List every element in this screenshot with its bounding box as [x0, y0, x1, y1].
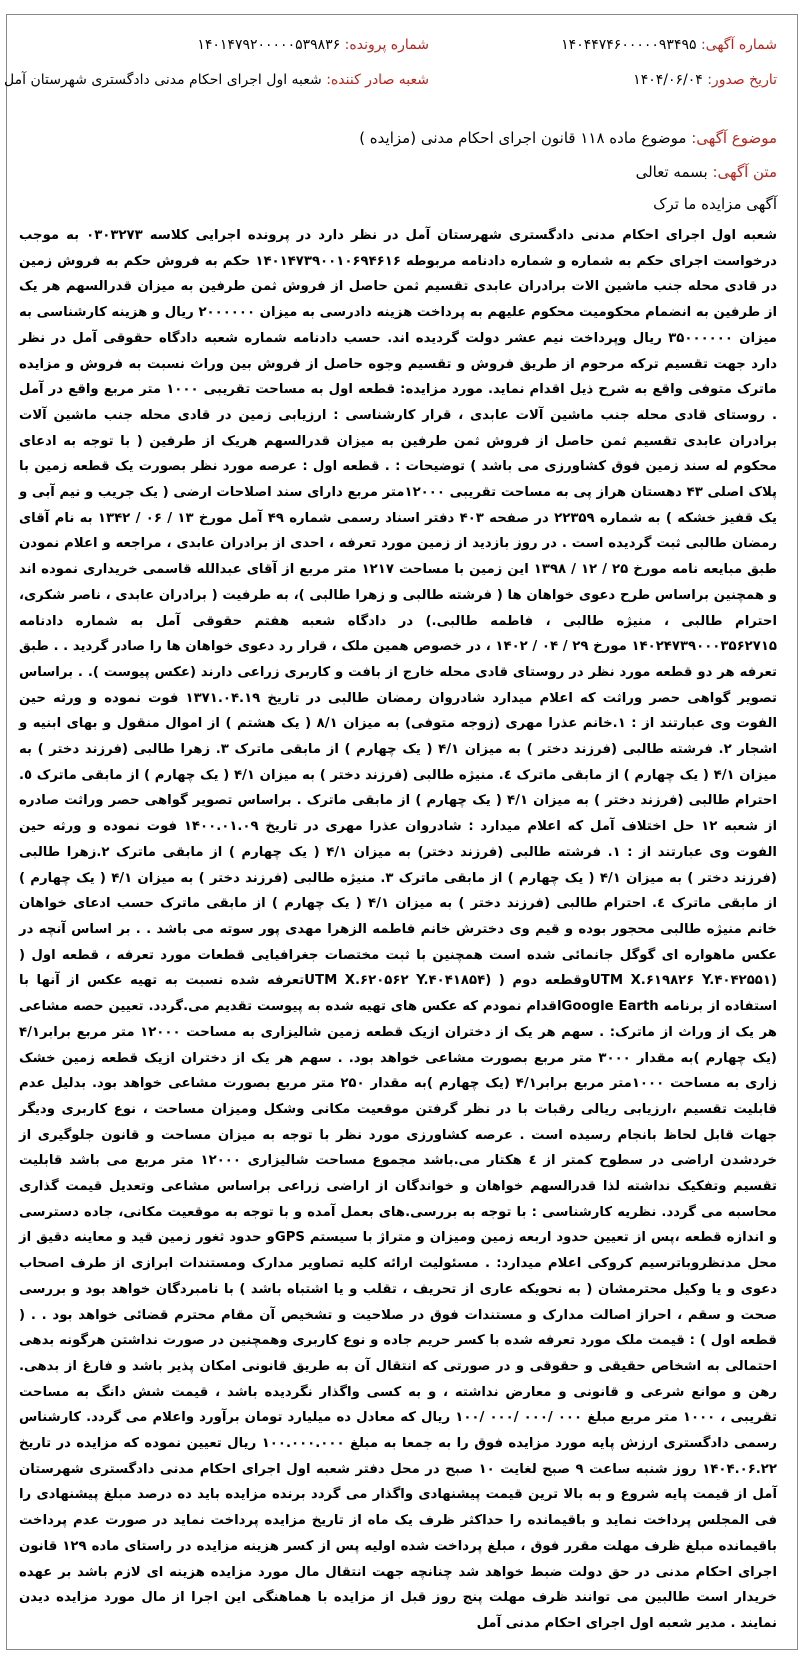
notice-number-value: ۱۴۰۴۴۷۴۶۰۰۰۰۰۹۳۴۹۵ [561, 37, 697, 53]
case-number-label: شماره پرونده: [344, 37, 429, 53]
notice-body-text: شعبه اول اجرای احکام مدنی دادگستری شهرستان آمل در نظر دارد در پرونده اجرایی کلاسه ۰۳۰۳۲۷۳ به موجب درخواست اجرای حکم به شماره و شماره دادنامه مربوطه ۱۴۰۱۴۷۳۹۰۰۱۰۶۹۴۶۱۶ حکم به فروش حکم به فروش زمین در قادی محله جنب ماشین الات برادران عابدی تقسیم ثمن حاصل از فروش ثمن طرفین به میزان قدرالسهم هر یک از طرفین به انضمام محکومیت محکوم علیهم به پرداخت هزینه دادرسی به میزان ۲۰۰۰۰۰۰ ریال و هزینه کارشناسی به میزان ۳۵۰۰۰۰۰۰ ریال وپرداخت نیم عشر دولت گردیده اند. حسب دادنامه شماره شعبه دادگاه حقوقی آمل در نظر دارد جهت تقسیم ترکه مرحوم از طریق فروش و تقسیم وجوه حاصل از فروش بین وراث نسبت به فروش و مزایده ماترک متوفی واقع به شرح ذیل اقدام نماید. مورد مزایده: قطعه اول به مساحت تقریبی ۱۰۰۰ متر مربع واقع در آمل . روستای قادی محله جنب ماشین آلات عابدی ، قرار کارشناسی : ارزیابی زمین در قادی محله جنب ماشین آلات برادران عابدی تقسیم ثمن حاصل از فروش ثمن طرفین به میزان قدرالسهم هریک از طرفین ( با توجه به ادعای محکوم له سند زمین فوق کشاورزی می باشد ) توضیحات : . قطعه اول : عرصه مورد نظر بصورت یک قطعه زمین با پلاک اصلی ۴۳ دهستان هراز پی به مساحت تقریبی ۱۲۰۰۰متر مربع دارای سند اصلاحات ارضی ( یک جریب و نیم آبی و یک قفیز خشکه ) به شماره ۲۲۳۵۹ در صفحه ۴۰۳ دفتر اسناد رسمی شماره ۴۹ آمل مورخ ۱۳ / ۰۶ / ۱۳۴۲ به نام آقای رمضان طالبی ثبت گردیده است . در روز بازدید از زمین مورد تعرفه ، احدی از برادران عابدی ، مراجعه و اعلام نمودن طبق مبایعه نامه مورخ ۲۵ / ۱۲ / ۱۳۹۸ این زمین با مساحت ۱۲۱۷ متر مربع از آقای عبدالله قاسمی خریداری نموده اند و همچنین براساس طرح دعوی خواهان ها ( فرشته طالبی و زهرا طالبی )، به طرفیت ( برادران عابدی ، ناصر شکری، احترام طالبی ، منیژه طالبی ، فاطمه طالبی.) در دادگاه شعبه هفتم حقوقی آمل به شماره دادنامه ۱۴۰۲۴۷۳۹۰۰۰۳۵۶۲۷۱۵ مورخ ۲۹ / ۰۴ / ۱۴۰۲ ، در خصوص همین ملک ، قرار رد دعوی خواهان ها را صادر گردید . . طبق تعرفه هر دو قطعه مورد نظر در روستای قادی محله خارج از بافت و کاربری زراعی دارند (عکس پیوست ). . براساس تصویر گواهی حصر وراثت که اعلام میدارد شادروان رمضان طالبی در تاریخ ۱۳۷۱.۰۴.۱۹ فوت نموده و ورثه حین الفوت وی عبارتند از : ۱.خانم عذرا مهری (زوجه متوفی) به میزان ۸/۱ ( یک هشتم ) از اموال منقول و بهای ابنیه و اشجار ۲. فرشته طالبی (فرزند دختر ) به میزان ۴/۱ ( یک چهارم ) از مابقی ماترک ۳. زهرا طالبی (فرزند دختر ) به میزان ۴/۱ ( یک چهارم ) از مابقی ماترک ٤. منیژه طالبی (فرزند دختر ) به میزان ۴/۱ ( یک چهارم ) از مابقی ماترک ٥. احترام طالبی (فرزند دختر ) به میزان ۴/۱ ( یک چهارم ) از مابقی ماترک . براساس تصویر گواهی حصر وراثت صادره از شعبه ۱۲ حل اختلاف آمل که اعلام میدارد : شادروان عذرا مهری در تاریخ ۱۴۰۰.۰۱.۰۹ فوت نموده و ورثه حین الفوت وی عبارتند از : ۱. فرشته طالبی (فرزند دختر) به میزان ۴/۱ ( یک چهارم ) از مابقی ماترک ۲.زهرا طالبی (فرزند دختر ) به میزان ۴/۱ ( یک چهارم ) از مابقی ماترک ۳. منیژه طالبی (فرزند دختر ) به میزان ۴/۱ ( یک چهارم ) از مابقی ماترک ٤. احترام طالبی (فرزند دختر ) به میزان ۴/۱ ( یک چهارم ) از مابقی ماترک حسب ادعای خواهان خانم منیژه طالبی محجور بوده و قیم وی دخترش خانم فاطمه الزهرا مهدی پور سوته می باشد . . بر اساس آنچه در عکس ماهواره ای گوگل جانمائی شده است همچنین با ثبت مختصات جغرافیایی قطعات مورد تعرفه ، قطعه اول ( (UTM X.۶۱۹۸۲۶ Y.۴۰۴۲۵۵۱وقطعه دوم ( (UTM X.۶۲۰۵۶۲ Y.۴۰۴۱۸۵۴تعرفه شده نسبت به تهیه عکس از آنها با استفاده از برنامه Google Earthاقدام نمودم که عکس های تهیه شده به پیوست تقدیم می.گردد. تعیین حصه مشاعی هر یک از وراث از ماترک: . سهم هر یک از دختران ازیک قطعه زمین شالیزاری به مساحت ۱۲۰۰۰ متر مربع برابر۴/۱ (یک چهارم )به مقدار ۳۰۰۰ متر مربع بصورت مشاعی خواهد بود. . سهم هر یک از دختران ازیک قطعه زمین خشک زاری به مساحت ۱۰۰۰متر مربع برابر۴/۱ (یک چهارم )به مقدار ۲۵۰ متر مربع بصورت مشاعی خواهد بود. بدلیل عدم قابلیت تقسیم ،ارزیابی ریالی رقبات با در نظر گرفتن موقعیت مکانی وشکل ومیزان مساحت ، نوع کاربری ودیگر جهات قابل لحاظ بانجام رسیده است . عرصه کشاورزی مورد نظر با توجه به میزان مساحت و قانون جلوگیری از خردشدن اراضی در سطوح کمتر از ٤ هکتار می.باشد مجموع مساحت شالیزاری ۱۲۰۰۰ متر مربع می باشد قابلیت تقسیم وتفکیک نداشته لذا قدرالسهم خواهان و خواندگان از اراضی زراعی براساس مشاعی وتعدیل قیمت گذاری محاسبه می گردد. نظریه کارشناسی : با توجه به بررسی.های بعمل آمده و با توجه به موقعیت مکانی، جاده دسترسی و اندازه قطعه ،پس از تعیین حدود اربعه زمین ومیزان و متراژ با سیستم GPSو حدود ثغور زمین قید و معاینه دقیق از محل مدنظروباترسیم کروکی اعلام میدارد: . مسئولیت ارائه کلیه تصاویر مدارک ومستندات ابرازی از طرف اصحاب دعوی و یا وکیل محترمشان ( به نحویکه عاری از تحریف ، تقلب و یا اشتباه باشد ) با نامبردگان خواهد بود و بررسی صحت و سقم ، احراز اصالت مدارک و مستندات فوق در صلاحیت و تشخیص آن مقام محترم قضائی خواهد بود . . ( قطعه اول ) : قیمت ملک مورد تعرفه شده با کسر حریم جاده و نوع کاربری وهمچنین در صورت نداشتن هرگونه بدهی احتمالی به اشخاص حقیقی و حقوقی و در صورتی که انتقال آن به طریق قانونی امکان پذیر باشد و فارغ از بدهی. رهن و موانع شرعی و قانونی و معارض نداشته ، و به کسی واگذار نگردیده باشد ، قیمت شش دانگ به مساحت تقریبی ، ۱۰۰۰ متر مربع مبلغ ۰۰۰ /۰۰۰ /۰۰۰ /۱۰۰ ریال که معادل ده میلیارد تومان برآورد واعلام می گردد. کارشناس رسمی دادگستری ارزش پایه مورد مزایده فوق را به جمعا به مبلغ ۱۰۰.۰۰۰.۰۰۰ ریال تعیین نموده که مزایده در تاریخ ۱۴۰۴.۰۶.۲۲ روز شنبه ساعت ۹ صبح لغایت ۱۰ صبح در محل دفتر شعبه اول اجرای احکام مدنی دادگستری شهرستان آمل از قیمت پایه شروع و به بالا ترین قیمت پیشنهادی واگذار می گردد برنده مزایده باید ده درصد مبلغ پیشنهادی را فی المجلس پرداخت نماید و باقیمانده را حداکثر ظرف یک ماه از تاریخ مزایده پرداخت نماید در صورت عدم پرداخت باقیمانده مبلغ ظرف مهلت مقرر فوق ، مبلغ پرداخت شده اولیه پس از کسر هزینه مزایده در راستای ماده ۱۲۹ قانون اجرای احکام مدنی در حق دولت ضبط خواهد شد چنانچه جهت انتقال مال مورد مزایده هزینه ای لازم باشد بر عهده خریدار است طالبین می توانند ظرف مهلت پنج روز قبل از مزایده با هماهنگی این اجرا از مال مورد مزایده دیدن نمایند . مدیر شعبه اول اجرای احکام مدنی آمل [19, 228, 778, 1631]
notice-number [561, 35, 777, 55]
notice-number-label: شماره آگهی: [700, 37, 777, 53]
notice-text-header [636, 161, 777, 183]
issue-date-label: تاریخ صدور: [707, 72, 777, 88]
notice-subject [359, 127, 777, 149]
notice-subject-value: موضوع ماده ۱۱۸ قانون اجرای احکام مدنی (مزایده ) [359, 129, 687, 147]
notice-text-label: متن آگهی: [712, 163, 777, 181]
case-number [197, 35, 429, 55]
case-number-value: ۱۴۰۱۴۷۹۲۰۰۰۰۰۵۳۹۸۳۶ [197, 37, 341, 53]
notice-page [6, 14, 798, 1650]
notice-body [19, 223, 777, 1637]
issuing-branch-label: شعبه صادر کننده: [326, 72, 429, 88]
issue-date-value: ۱۴۰۴/۰۶/۰۴ [633, 72, 703, 88]
notice-text-value: بسمه تعالی [635, 163, 708, 181]
auction-heading: آگهی مزایده ما ترک [653, 195, 777, 213]
notice-subject-label: موضوع آگهی: [691, 129, 777, 147]
issue-date [633, 70, 777, 90]
issuing-branch [4, 70, 429, 90]
issuing-branch-value: شعبه اول اجرای احکام مدنی دادگستری شهرستان آمل [4, 72, 322, 88]
